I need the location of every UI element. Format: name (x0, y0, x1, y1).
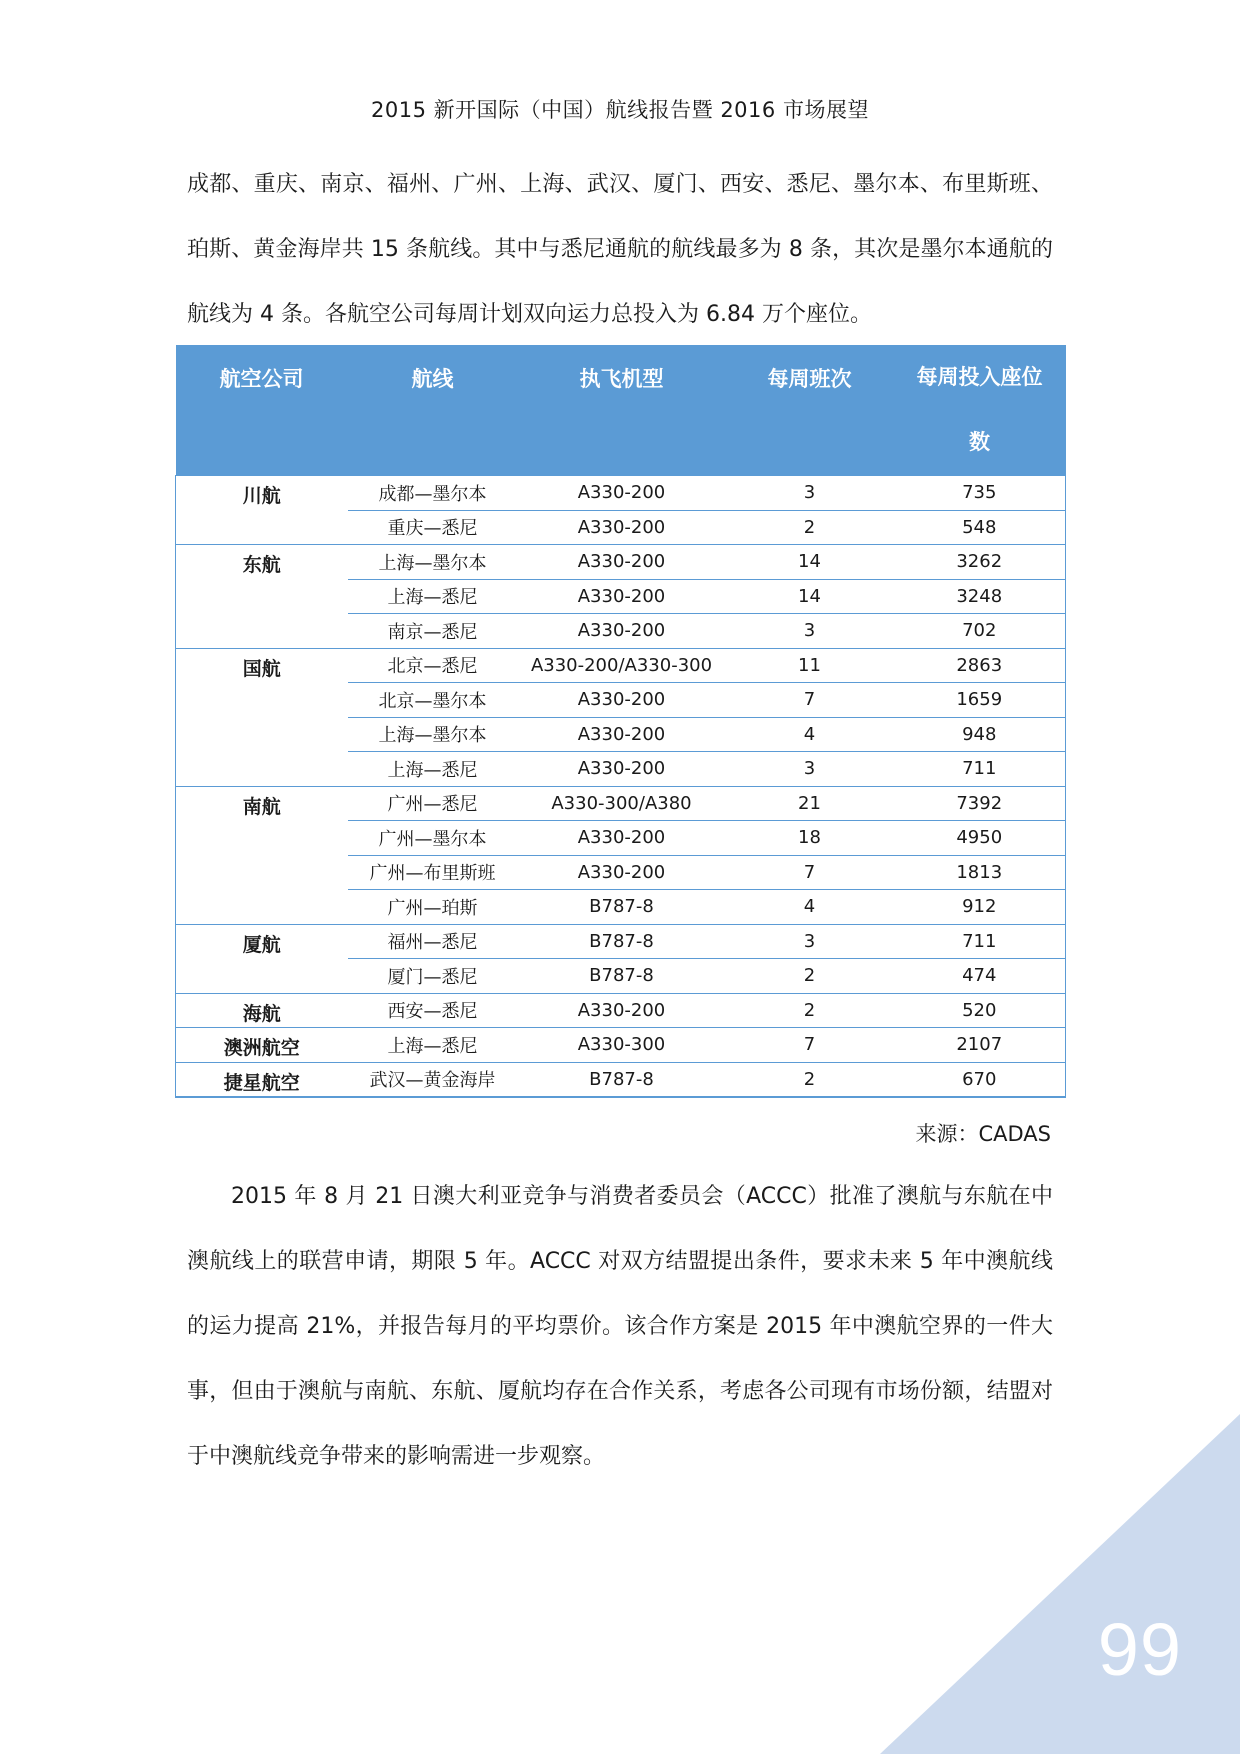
aircraft-cell: B787-8 (518, 890, 726, 925)
airline-cell: 澳洲航空 (176, 1028, 348, 1063)
route-cell: 武汉—黄金海岸 (348, 1062, 518, 1097)
airline-cell: 南航 (176, 786, 348, 924)
aircraft-cell: A330-200 (518, 510, 726, 545)
aircraft-cell: A330-200 (518, 855, 726, 890)
header-weekly-flights: 每周班次 (726, 345, 894, 476)
table-row (176, 476, 1066, 511)
airline-cell: 东航 (176, 545, 348, 649)
aircraft-cell: B787-8 (518, 924, 726, 959)
table-row (176, 1062, 1066, 1097)
route-cell: 广州—布里斯班 (348, 855, 518, 890)
route-cell: 上海—悉尼 (348, 579, 518, 614)
aircraft-cell: A330-200 (518, 752, 726, 787)
aircraft-cell: A330-200 (518, 683, 726, 718)
page-number: 99 (1097, 1608, 1182, 1691)
weekly-seats-cell: 4950 (894, 821, 1066, 856)
aircraft-cell: A330-200 (518, 545, 726, 580)
weekly-seats-cell: 3262 (894, 545, 1066, 580)
route-cell: 上海—悉尼 (348, 1028, 518, 1063)
weekly-flights-cell: 3 (726, 476, 894, 511)
route-cell: 成都—墨尔本 (348, 476, 518, 511)
header-aircraft: 执飞机型 (518, 345, 726, 476)
weekly-flights-cell: 14 (726, 545, 894, 580)
weekly-seats-cell: 474 (894, 959, 1066, 994)
weekly-flights-cell: 2 (726, 1062, 894, 1097)
weekly-flights-cell: 21 (726, 786, 894, 821)
weekly-seats-cell: 711 (894, 752, 1066, 787)
table-row (176, 786, 1066, 821)
table-row (176, 1028, 1066, 1063)
weekly-flights-cell: 7 (726, 855, 894, 890)
corner-decoration (880, 1414, 1240, 1754)
route-cell: 重庆—悉尼 (348, 510, 518, 545)
weekly-flights-cell: 11 (726, 648, 894, 683)
route-cell: 广州—珀斯 (348, 890, 518, 925)
table-row (176, 648, 1066, 683)
weekly-flights-cell: 3 (726, 614, 894, 649)
weekly-flights-cell: 2 (726, 993, 894, 1028)
weekly-flights-cell: 3 (726, 752, 894, 787)
route-cell: 福州—悉尼 (348, 924, 518, 959)
weekly-flights-cell: 7 (726, 1028, 894, 1063)
airline-cell: 海航 (176, 993, 348, 1028)
table-header-row (176, 345, 1066, 476)
aircraft-cell: A330-200 (518, 579, 726, 614)
airline-cell: 厦航 (176, 924, 348, 993)
airline-cell: 川航 (176, 476, 348, 545)
header-airline: 航空公司 (176, 345, 348, 476)
weekly-seats-cell: 670 (894, 1062, 1066, 1097)
airline-cell: 国航 (176, 648, 348, 786)
weekly-flights-cell: 3 (726, 924, 894, 959)
weekly-seats-cell: 1813 (894, 855, 1066, 890)
weekly-seats-cell: 948 (894, 717, 1066, 752)
table-row (176, 993, 1066, 1028)
route-cell: 西安—悉尼 (348, 993, 518, 1028)
route-cell: 上海—悉尼 (348, 752, 518, 787)
routes-table-body (176, 476, 1066, 1097)
route-cell: 北京—悉尼 (348, 648, 518, 683)
route-cell: 上海—墨尔本 (348, 717, 518, 752)
weekly-flights-cell: 4 (726, 890, 894, 925)
weekly-seats-cell: 711 (894, 924, 1066, 959)
weekly-seats-cell: 1659 (894, 683, 1066, 718)
table-row (176, 924, 1066, 959)
weekly-seats-cell: 912 (894, 890, 1066, 925)
aircraft-cell: A330-200 (518, 614, 726, 649)
weekly-flights-cell: 18 (726, 821, 894, 856)
route-cell: 广州—墨尔本 (348, 821, 518, 856)
weekly-seats-cell: 520 (894, 993, 1066, 1028)
weekly-seats-cell: 3248 (894, 579, 1066, 614)
route-cell: 北京—墨尔本 (348, 683, 518, 718)
aircraft-cell: A330-300 (518, 1028, 726, 1063)
routes-table (175, 345, 1066, 1098)
weekly-flights-cell: 14 (726, 579, 894, 614)
aircraft-cell: A330-200 (518, 717, 726, 752)
aircraft-cell: A330-200 (518, 993, 726, 1028)
route-cell: 上海—墨尔本 (348, 545, 518, 580)
source-note: 来源：CADAS (915, 1122, 1051, 1146)
weekly-flights-cell: 7 (726, 683, 894, 718)
page-header: 2015 新开国际（中国）航线报告暨 2016 市场展望 (371, 98, 869, 122)
header-route: 航线 (348, 345, 518, 476)
weekly-flights-cell: 2 (726, 510, 894, 545)
body-paragraph: 2015 年 8 月 21 日澳大利亚竞争与消费者委员会（ACCC）批准了澳航与东航在中澳航线上的联营申请，期限 5 年。ACCC 对双方结盟提出条件，要求未来 5 年中澳航线的运力提高 21%，并报告每月的平均票价。该合作方案是 2015 年中澳航空界的一件大事，但由于澳航与南航、东航、厦航均存在合作关系，考虑各公司现有市场份额，结盟对于中澳航线竞争带来的影响需进一步观察。 (187, 1184, 1053, 1469)
airline-cell: 捷星航空 (176, 1062, 348, 1097)
weekly-seats-cell: 548 (894, 510, 1066, 545)
route-cell: 厦门—悉尼 (348, 959, 518, 994)
aircraft-cell: A330-300/A380 (518, 786, 726, 821)
weekly-flights-cell: 4 (726, 717, 894, 752)
header-weekly-seats-label: 每周投入座位数 (916, 365, 1043, 454)
weekly-flights-cell: 2 (726, 959, 894, 994)
weekly-seats-cell: 2863 (894, 648, 1066, 683)
aircraft-cell: A330-200 (518, 476, 726, 511)
header-weekly-seats (894, 345, 1066, 476)
aircraft-cell: B787-8 (518, 959, 726, 994)
weekly-seats-cell: 2107 (894, 1028, 1066, 1063)
route-cell: 南京—悉尼 (348, 614, 518, 649)
weekly-seats-cell: 735 (894, 476, 1066, 511)
aircraft-cell: A330-200 (518, 821, 726, 856)
aircraft-cell: A330-200/A330-300 (518, 648, 726, 683)
intro-paragraph: 成都、重庆、南京、福州、广州、上海、武汉、厦门、西安、悉尼、墨尔本、布里斯班、珀斯、黄金海岸共 15 条航线。其中与悉尼通航的航线最多为 8 条，其次是墨尔本通航的航线为 4 条。各航空公司每周计划双向运力总投入为 6.84 万个座位。 (187, 172, 1053, 327)
route-cell: 广州—悉尼 (348, 786, 518, 821)
table-row (176, 545, 1066, 580)
weekly-seats-cell: 7392 (894, 786, 1066, 821)
aircraft-cell: B787-8 (518, 1062, 726, 1097)
weekly-seats-cell: 702 (894, 614, 1066, 649)
